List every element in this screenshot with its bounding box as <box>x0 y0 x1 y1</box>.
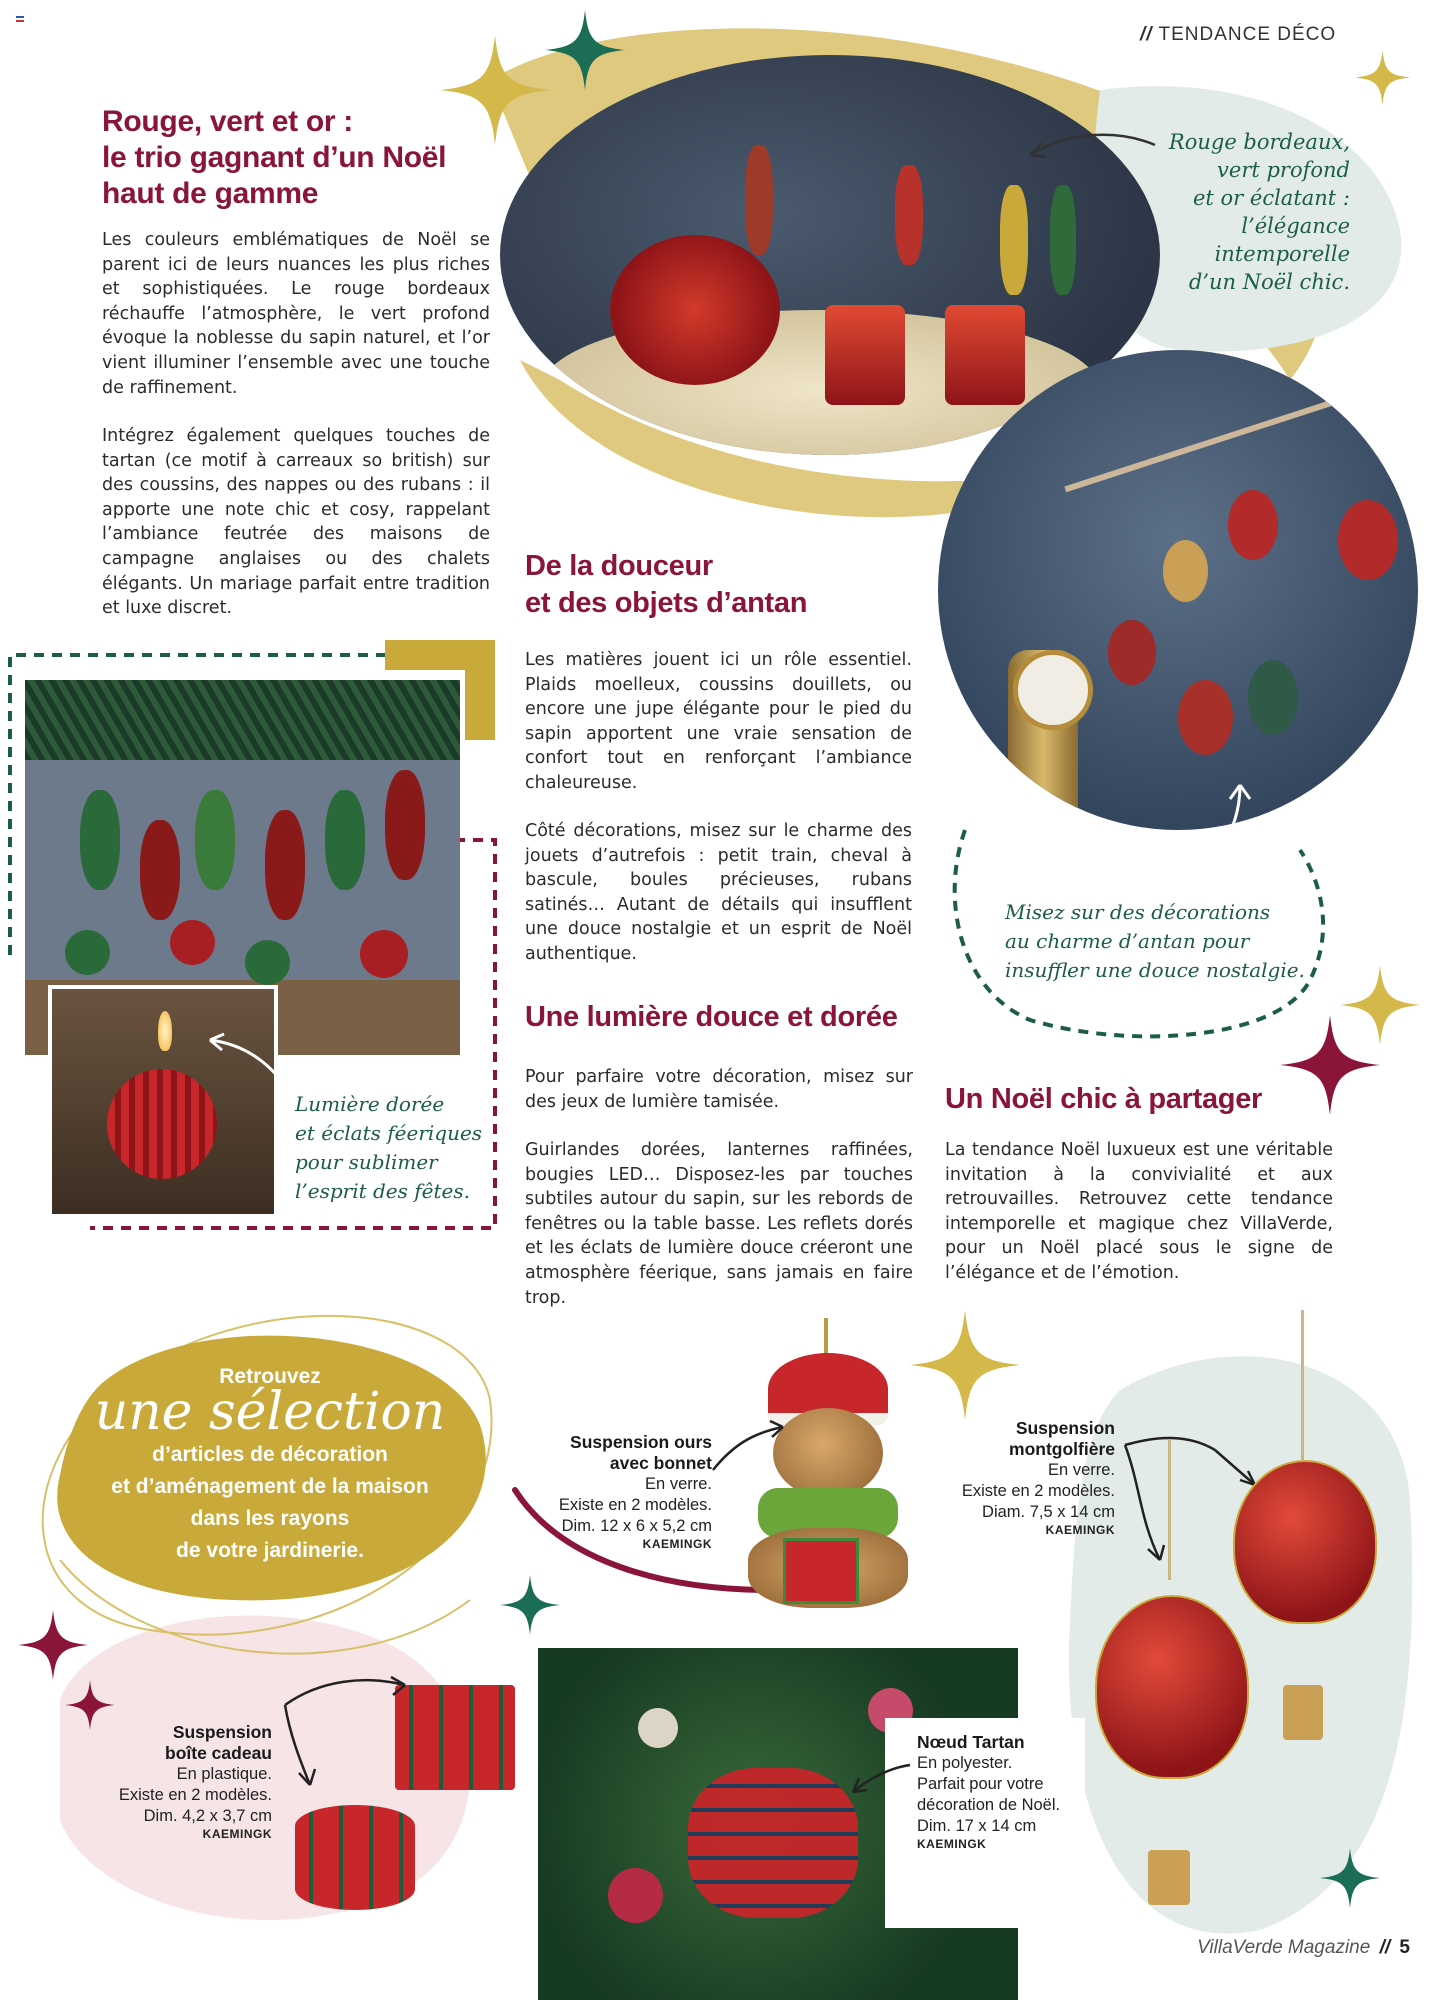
glass-ornament <box>385 770 425 880</box>
glass-ornament <box>265 810 305 920</box>
egg-ornament <box>1163 540 1208 602</box>
douceur-title: De la douceur et des objets d’antan <box>525 550 808 619</box>
curved-arrow-icon <box>1020 125 1160 175</box>
four-point-star-icon <box>1320 1848 1380 1908</box>
tartan-bow <box>688 1768 858 1918</box>
bauble <box>608 1868 663 1923</box>
caption-ornaments: Misez sur des décorations au charme d’antan pour insuffler une douce nostalgie. <box>1005 900 1305 982</box>
curved-arrow-icon <box>845 1760 915 1800</box>
douceur-paragraph-1: Les matières jouent ici un rôle essentiel. Plaids moelleux, coussins douillets, ou encore une jupe élégante pour le pied du sapin apportent une vraie sensation de confort tout en renforçant l’ambiance chaleureuse. <box>525 650 912 793</box>
intro-paragraph-2: Intégrez également quelques touches de tartan (ce motif à carreaux so british) sur des coussins, des nappes ou des rubans : il apporte une note chic et cosy, rappelant l’ambiance feutrée des maisons de campagne anglaises ou des chalets élégants. Un mariage parfait entre tradition et luxe discret. <box>102 426 490 619</box>
page-number: 5 <box>1399 1937 1410 1958</box>
magazine-name: VillaVerde Magazine <box>1197 1937 1371 1958</box>
four-point-star-icon <box>500 1575 560 1635</box>
candle-flame <box>158 1011 172 1051</box>
curved-arrow-icon <box>708 1415 788 1475</box>
candle-ball <box>170 920 215 965</box>
caption-candle: Lumière dorée et éclats féeriques pour sublimer l’esprit des fêtes. <box>295 1092 483 1203</box>
four-point-star-icon <box>1355 50 1410 105</box>
promo-line1: Retrouvez <box>219 1365 321 1388</box>
hanging-ornament <box>745 145 773 255</box>
caption-top-right: Rouge bordeaux, vert profond et or éclatant : l’élégance intemporelle d’un Noël chic. <box>1168 130 1350 294</box>
balloon-ornament-upper <box>1228 1310 1378 1760</box>
candle-holder <box>825 305 905 405</box>
balloon-ornament-lower <box>1090 1440 1250 1920</box>
douceur-paragraph-2: Côté décorations, misez sur le charme des jouets d’autrefois : petit train, cheval à bascule, boules précieuses, rubans satinés… Autant de détails qui insufflent une douce nostalgie et un esprit de Noël authentique. <box>525 821 912 964</box>
hanging-ornament <box>1000 185 1028 295</box>
product-noeud-panel: Nœud Tartan En polyester. Parfait pour votre décoration de Noël. Dim. 17 x 14 cm KAEMINGK <box>885 1718 1085 1928</box>
lumiere-paragraph-1: Pour parfaire votre décoration, misez sur des jeux de lumière tamisée. <box>525 1067 913 1112</box>
four-point-star-icon <box>545 10 625 90</box>
section-label-text: TENDANCE DÉCO <box>1158 24 1337 45</box>
four-point-star-icon <box>910 1310 1020 1420</box>
lumiere-title: Une lumière douce et dorée <box>525 1001 898 1033</box>
photo-antique-ornaments <box>938 350 1418 830</box>
lumiere-paragraph-2: Guirlandes dorées, lanternes raffinées, bougies LED… Disposez-les par touches subtiles autour du sapin, sur les rebords de fenêtres ou la table basse. Les reflets dorés et les éclats de lumière douce créeront une atmosphère féerique, sans jamais en faire trop. <box>525 1140 913 1308</box>
branch <box>1064 394 1351 492</box>
gift-box-ornament <box>295 1805 415 1910</box>
footer-separator: // <box>1379 1937 1391 1958</box>
clock-ornament <box>1013 650 1093 730</box>
promo-text: Retrouvez une sélection d’articles de décoration et d’aménagement de la maison dans les rayons de votre jardinerie. <box>70 1365 470 1567</box>
corner-mark <box>16 16 24 22</box>
footer <box>1105 1937 1410 1959</box>
glass-ornament <box>195 790 235 890</box>
section-label <box>1140 24 1336 46</box>
partager-paragraph: La tendance Noël luxueux est une véritable invitation à la convivialité et aux retrouvailles. Retrouvez cette tendance intemporelle et magique chez VillaVerde, pour un Noël placé sous le signe de l’élégance et de l’émotion. <box>945 1140 1333 1283</box>
brand-label: KAEMINGK <box>202 1827 272 1841</box>
four-point-star-icon <box>18 1610 88 1680</box>
product-montgolfiere-text: Suspension montgolfière En verre. Existe en 2 modèles. Diam. 7,5 x 14 cm KAEMINGK <box>930 1418 1115 1537</box>
curved-arrow-icon <box>1140 775 1260 895</box>
curved-arrow-icon <box>200 1030 300 1110</box>
curved-arrow-icon <box>275 1665 415 1795</box>
poinsettia-flower <box>610 235 780 385</box>
egg-ornament <box>1228 490 1278 560</box>
bear-head <box>773 1408 883 1498</box>
intro-paragraph-1: Les couleurs emblématiques de Noël se parent ici de leurs nuances les plus riches et sophistiquées. Le rouge bordeaux réchauffe l’atmosphère, le vert profond évoque la noblesse du sapin naturel, et l’or vient illuminer l’ensemble avec une touche de raffinement. <box>102 230 490 398</box>
bear-gift <box>783 1538 859 1604</box>
brand-label: KAEMINGK <box>642 1537 712 1551</box>
hanging-ornament <box>1050 185 1076 295</box>
bauble <box>638 1708 678 1748</box>
pine-branches <box>25 680 460 760</box>
candle-ball <box>245 940 290 985</box>
product-cadeau-text: Suspension boîte cadeau En plastique. Existe en 2 modèles. Dim. 4,2 x 3,7 cm KAEMINGK <box>90 1722 272 1841</box>
intro-title: Rouge, vert et or : le trio gagnant d’un Noël haut de gamme <box>102 105 447 210</box>
product-ours-text: Suspension ours avec bonnet En verre. Existe en 2 modèles. Dim. 12 x 6 x 5,2 cm KAEMINGK <box>520 1432 712 1551</box>
partager-title: Un Noël chic à partager <box>945 1083 1263 1115</box>
glass-ornament <box>325 790 365 890</box>
egg-ornament <box>1108 620 1156 685</box>
balloon-ornament <box>1178 680 1233 755</box>
egg-ornament <box>1248 660 1298 735</box>
slash-icon: // <box>1140 24 1153 45</box>
brand-label: KAEMINGK <box>1045 1523 1115 1537</box>
glass-ornament <box>140 820 180 920</box>
candle-holder <box>945 305 1025 405</box>
candle-ball <box>65 930 110 975</box>
promo-script: une sélection <box>94 1382 446 1442</box>
hanging-ornament <box>895 165 923 265</box>
glass-ornament <box>80 790 120 890</box>
brand-label: KAEMINGK <box>917 1837 987 1851</box>
candle-ball <box>360 930 408 978</box>
balloon-ornament <box>1338 500 1398 580</box>
